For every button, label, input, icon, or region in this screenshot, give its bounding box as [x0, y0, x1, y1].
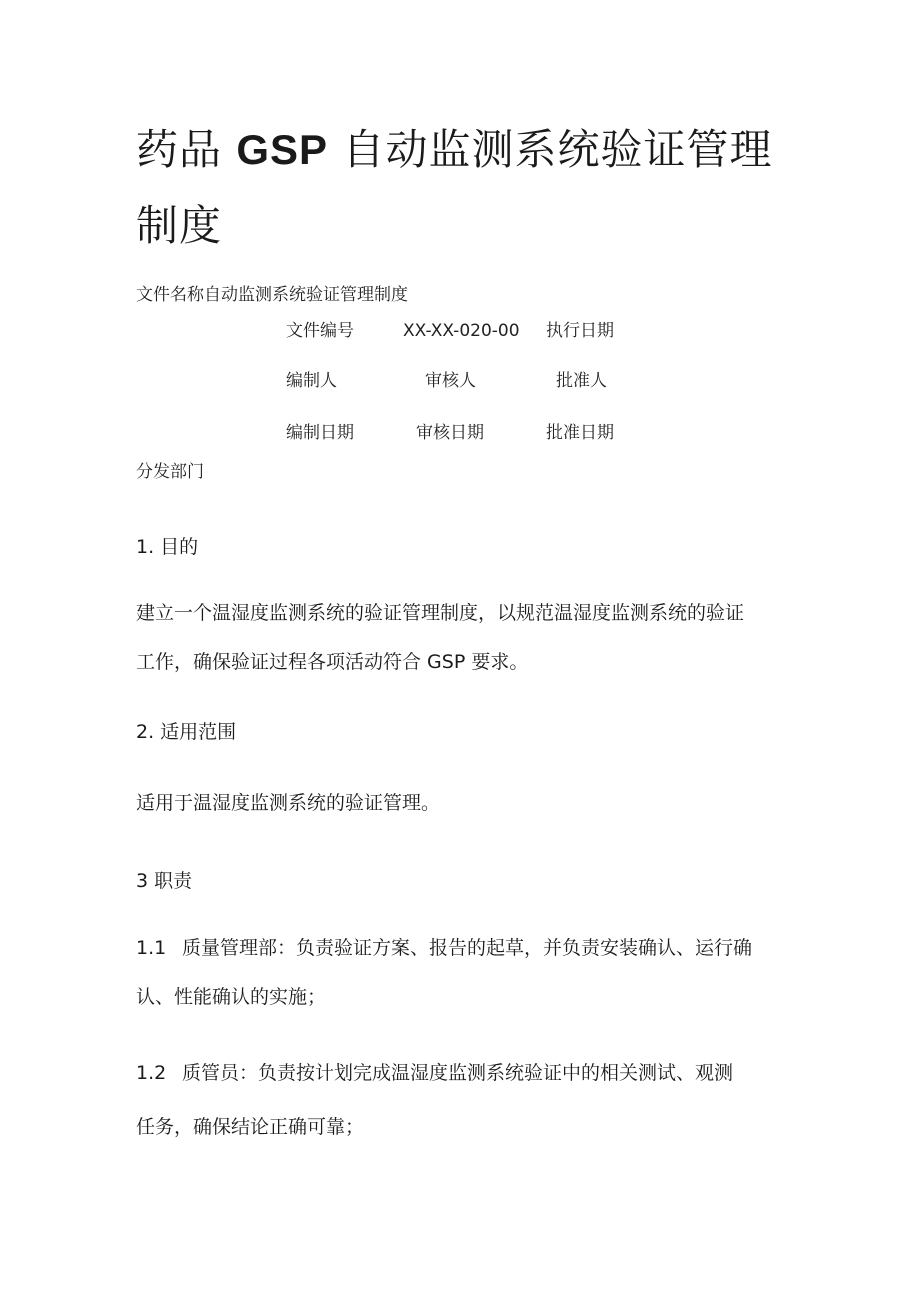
item-1-1-number: 1.1: [136, 937, 167, 959]
item-1-2-line-2: 任务，确保结论正确可靠；: [136, 1116, 365, 1138]
item-1-2-text: 质管员：负责按计划完成温湿度监测系统验证中的相关测试、观测: [182, 1062, 734, 1084]
title-part-2: 自动监测系统验证管理制度: [136, 125, 773, 250]
section-1-heading: 1. 目的: [136, 536, 199, 558]
section-1-text-line-2: 工作，确保验证过程各项活动符合 GSP 要求。: [136, 651, 529, 673]
document-title: [136, 112, 796, 264]
section-1-text-line-1: 建立一个温湿度监测系统的验证管理制度，以规范温湿度监测系统的验证: [136, 602, 745, 624]
approve-date-label: 批准日期: [546, 423, 614, 443]
item-1-1-line-1: [136, 934, 752, 962]
section-2-text-line-1: 适用于温湿度监测系统的验证管理。: [136, 792, 441, 814]
effective-date-label: 执行日期: [546, 321, 614, 341]
compile-date-label: 编制日期: [286, 423, 354, 443]
section-3-heading: 3 职责: [136, 870, 193, 892]
reviewer-label: 审核人: [425, 371, 476, 391]
item-1-1-text: 质量管理部：负责验证方案、报告的起草，并负责安装确认、运行确: [182, 937, 753, 959]
approver-label: 批准人: [556, 371, 607, 391]
distribution-department-label: 分发部门: [136, 462, 204, 482]
title-part-gsp: GSP: [236, 126, 329, 173]
item-1-2-number: 1.2: [136, 1062, 167, 1084]
file-number-label: 文件编号: [286, 321, 354, 341]
file-name-line: 文件名称自动监测系统验证管理制度: [136, 285, 408, 305]
section-2-heading: 2. 适用范围: [136, 721, 237, 743]
file-number-value: XX-XX-020-00: [403, 321, 520, 341]
item-1-1-line-2: 认、性能确认的实施；: [136, 986, 327, 1008]
title-part-1: 药品: [136, 125, 223, 174]
item-1-2-line-1: [136, 1059, 733, 1087]
compiler-label: 编制人: [286, 371, 337, 391]
review-date-label: 审核日期: [416, 423, 484, 443]
